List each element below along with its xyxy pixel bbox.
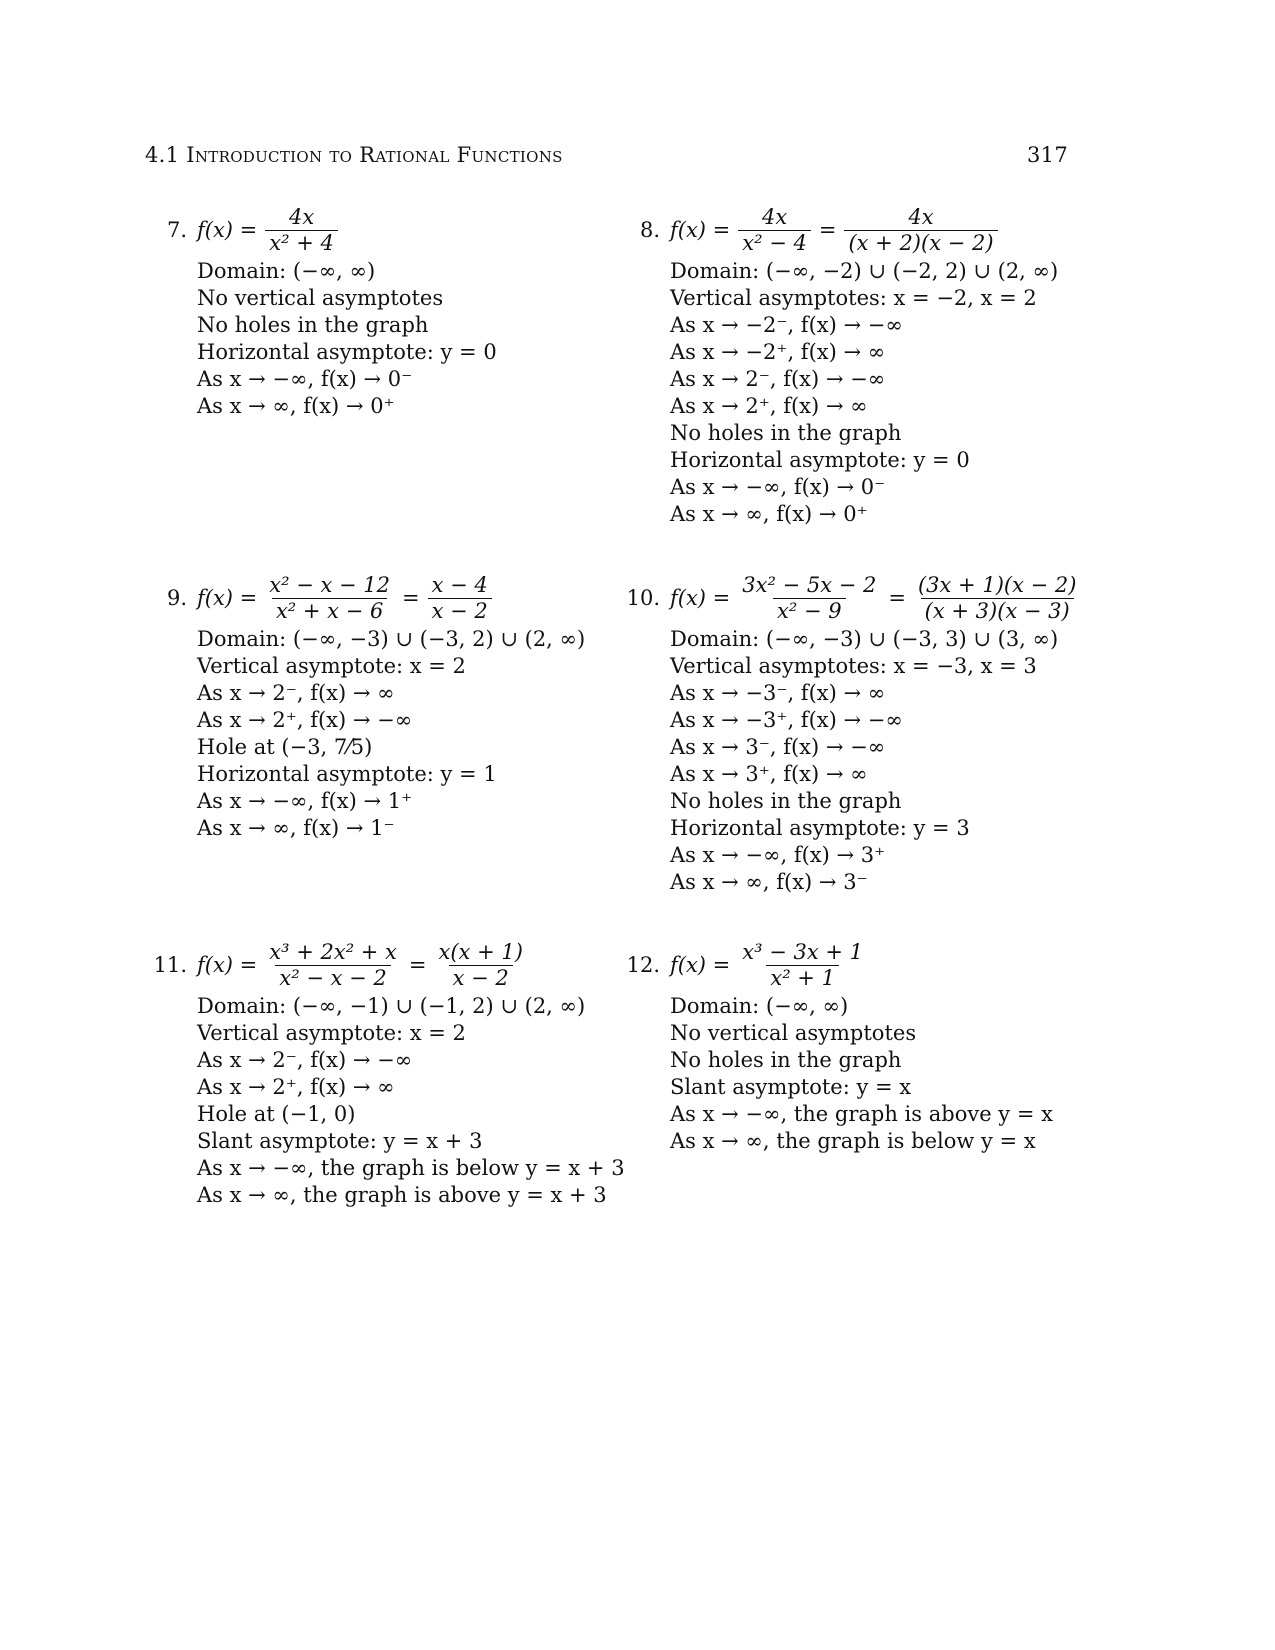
property-line: Vertical asymptote: x = 2 xyxy=(197,654,466,678)
fraction xyxy=(265,940,401,991)
property-line: As x → −3⁻, f(x) → ∞ xyxy=(670,681,886,705)
running-header-title: 4.1 Introduction to Rational Functions xyxy=(145,143,563,167)
numerator: (3x + 1)(x − 2) xyxy=(917,572,1077,597)
fraction xyxy=(738,205,811,256)
denominator: x − 2 xyxy=(449,965,513,991)
property-line: Vertical asymptotes: x = −3, x = 3 xyxy=(670,654,1037,678)
exercise-number: 8. xyxy=(639,217,660,242)
equals-sign: = xyxy=(402,585,420,610)
property-line: Domain: (−∞, −3) ∪ (−3, 2) ∪ (2, ∞) xyxy=(197,627,586,651)
property-line: As x → 2⁺, f(x) → ∞ xyxy=(670,394,868,418)
denominator: (x + 2)(x − 2) xyxy=(844,230,997,256)
property-line: As x → ∞, f(x) → 0⁺ xyxy=(197,394,395,418)
property-line: Slant asymptote: y = x xyxy=(670,1075,912,1099)
fraction xyxy=(844,205,997,256)
denominator: x² + 1 xyxy=(766,965,839,991)
numerator: 4x xyxy=(761,204,788,229)
property-line: No holes in the graph xyxy=(670,421,902,445)
property-line: As x → 2⁻, f(x) → −∞ xyxy=(670,367,886,391)
function-definition xyxy=(153,937,667,993)
property-line: As x → ∞, f(x) → 0⁺ xyxy=(670,502,868,526)
property-line: Horizontal asymptote: y = 0 xyxy=(670,448,970,472)
fraction xyxy=(265,573,394,624)
property-line: Horizontal asymptote: y = 0 xyxy=(197,340,497,364)
property-line: As x → −2⁻, f(x) → −∞ xyxy=(670,313,903,337)
property-line: Horizontal asymptote: y = 3 xyxy=(670,816,970,840)
numerator: 4x xyxy=(288,204,315,229)
exercise-7 xyxy=(166,202,667,420)
exercise-12 xyxy=(626,937,1140,1155)
exercise-11 xyxy=(153,937,667,1209)
denominator: x² − 4 xyxy=(738,230,811,256)
numerator: x(x + 1) xyxy=(438,939,523,964)
fraction xyxy=(428,573,492,624)
denominator: x² + 4 xyxy=(265,230,338,256)
function-lhs: f(x) = xyxy=(197,952,258,977)
property-line: No holes in the graph xyxy=(197,313,429,337)
denominator: x² − x − 2 xyxy=(275,965,390,991)
property-line: Domain: (−∞, −2) ∪ (−2, 2) ∪ (2, ∞) xyxy=(670,259,1059,283)
property-line: As x → 2⁺, f(x) → −∞ xyxy=(197,708,413,732)
numerator: 3x² − 5x − 2 xyxy=(742,572,877,597)
property-line: As x → −2⁺, f(x) → ∞ xyxy=(670,340,886,364)
exercise-10 xyxy=(626,570,1140,896)
function-definition xyxy=(639,202,1140,258)
exercise-number: 11. xyxy=(153,952,187,977)
exercise-9 xyxy=(166,570,667,842)
numerator: x³ + 2x² + x xyxy=(269,939,397,964)
property-line: As x → −∞, f(x) → 0⁻ xyxy=(197,367,413,391)
property-line: As x → −∞, f(x) → 0⁻ xyxy=(670,475,886,499)
function-lhs: f(x) = xyxy=(197,217,258,242)
fraction xyxy=(265,205,338,256)
property-line: As x → −∞, the graph is below y = x + 3 xyxy=(197,1156,625,1180)
property-line: Vertical asymptotes: x = −2, x = 2 xyxy=(670,286,1037,310)
exercise-number: 12. xyxy=(626,952,660,977)
property-line: Domain: (−∞, ∞) xyxy=(197,259,376,283)
property-line: As x → 2⁻, f(x) → −∞ xyxy=(197,1048,413,1072)
function-definition xyxy=(166,570,667,626)
property-line: As x → 3⁻, f(x) → −∞ xyxy=(670,735,886,759)
property-line: Slant asymptote: y = x + 3 xyxy=(197,1129,483,1153)
property-line: As x → ∞, the graph is above y = x + 3 xyxy=(197,1183,607,1207)
property-line: No vertical asymptotes xyxy=(670,1021,917,1045)
property-line: As x → ∞, f(x) → 1⁻ xyxy=(197,816,395,840)
numerator: x − 4 xyxy=(431,572,488,597)
property-line: Vertical asymptote: x = 2 xyxy=(197,1021,466,1045)
page-number: 317 xyxy=(1027,143,1068,167)
property-line: Domain: (−∞, −3) ∪ (−3, 3) ∪ (3, ∞) xyxy=(670,627,1059,651)
property-line: No vertical asymptotes xyxy=(197,286,444,310)
equals-sign: = xyxy=(888,585,906,610)
function-definition xyxy=(166,202,667,258)
property-line: As x → −∞, the graph is above y = x xyxy=(670,1102,1053,1126)
property-line: As x → ∞, the graph is below y = x xyxy=(670,1129,1036,1153)
property-line: Domain: (−∞, ∞) xyxy=(670,994,849,1018)
function-lhs: f(x) = xyxy=(197,585,258,610)
fraction xyxy=(738,940,867,991)
denominator: x − 2 xyxy=(428,598,492,624)
exercise-8 xyxy=(639,202,1140,528)
equals-sign: = xyxy=(818,217,837,242)
function-lhs: f(x) = xyxy=(670,952,731,977)
numerator: 4x xyxy=(908,204,934,229)
function-lhs: f(x) = xyxy=(670,217,731,242)
property-line: As x → −3⁺, f(x) → −∞ xyxy=(670,708,903,732)
denominator: (x + 3)(x − 3) xyxy=(921,598,1074,624)
property-line: Hole at (−3, 7⁄5) xyxy=(197,735,373,759)
property-line: Hole at (−1, 0) xyxy=(197,1102,356,1126)
exercise-number: 9. xyxy=(166,585,187,610)
fraction xyxy=(914,573,1080,624)
numerator: x³ − 3x + 1 xyxy=(742,939,864,964)
property-line: Domain: (−∞, −1) ∪ (−1, 2) ∪ (2, ∞) xyxy=(197,994,586,1018)
exercise-number: 10. xyxy=(626,585,660,610)
function-definition xyxy=(626,570,1140,626)
denominator: x² − 9 xyxy=(773,598,846,624)
fraction xyxy=(435,940,527,991)
numerator: x² − x − 12 xyxy=(269,572,391,597)
denominator: x² + x − 6 xyxy=(272,598,387,624)
property-line: Horizontal asymptote: y = 1 xyxy=(197,762,497,786)
function-definition xyxy=(626,937,1140,993)
property-line: As x → −∞, f(x) → 3⁺ xyxy=(670,843,886,867)
property-line: As x → 2⁺, f(x) → ∞ xyxy=(197,1075,395,1099)
function-lhs: f(x) = xyxy=(670,585,731,610)
property-line: As x → −∞, f(x) → 1⁺ xyxy=(197,789,413,813)
property-line: No holes in the graph xyxy=(670,1048,902,1072)
property-line: As x → 3⁺, f(x) → ∞ xyxy=(670,762,868,786)
equals-sign: = xyxy=(408,952,427,977)
property-line: No holes in the graph xyxy=(670,789,902,813)
property-line: As x → ∞, f(x) → 3⁻ xyxy=(670,870,868,894)
property-line: As x → 2⁻, f(x) → ∞ xyxy=(197,681,395,705)
exercise-number: 7. xyxy=(166,217,187,242)
fraction xyxy=(738,573,880,624)
